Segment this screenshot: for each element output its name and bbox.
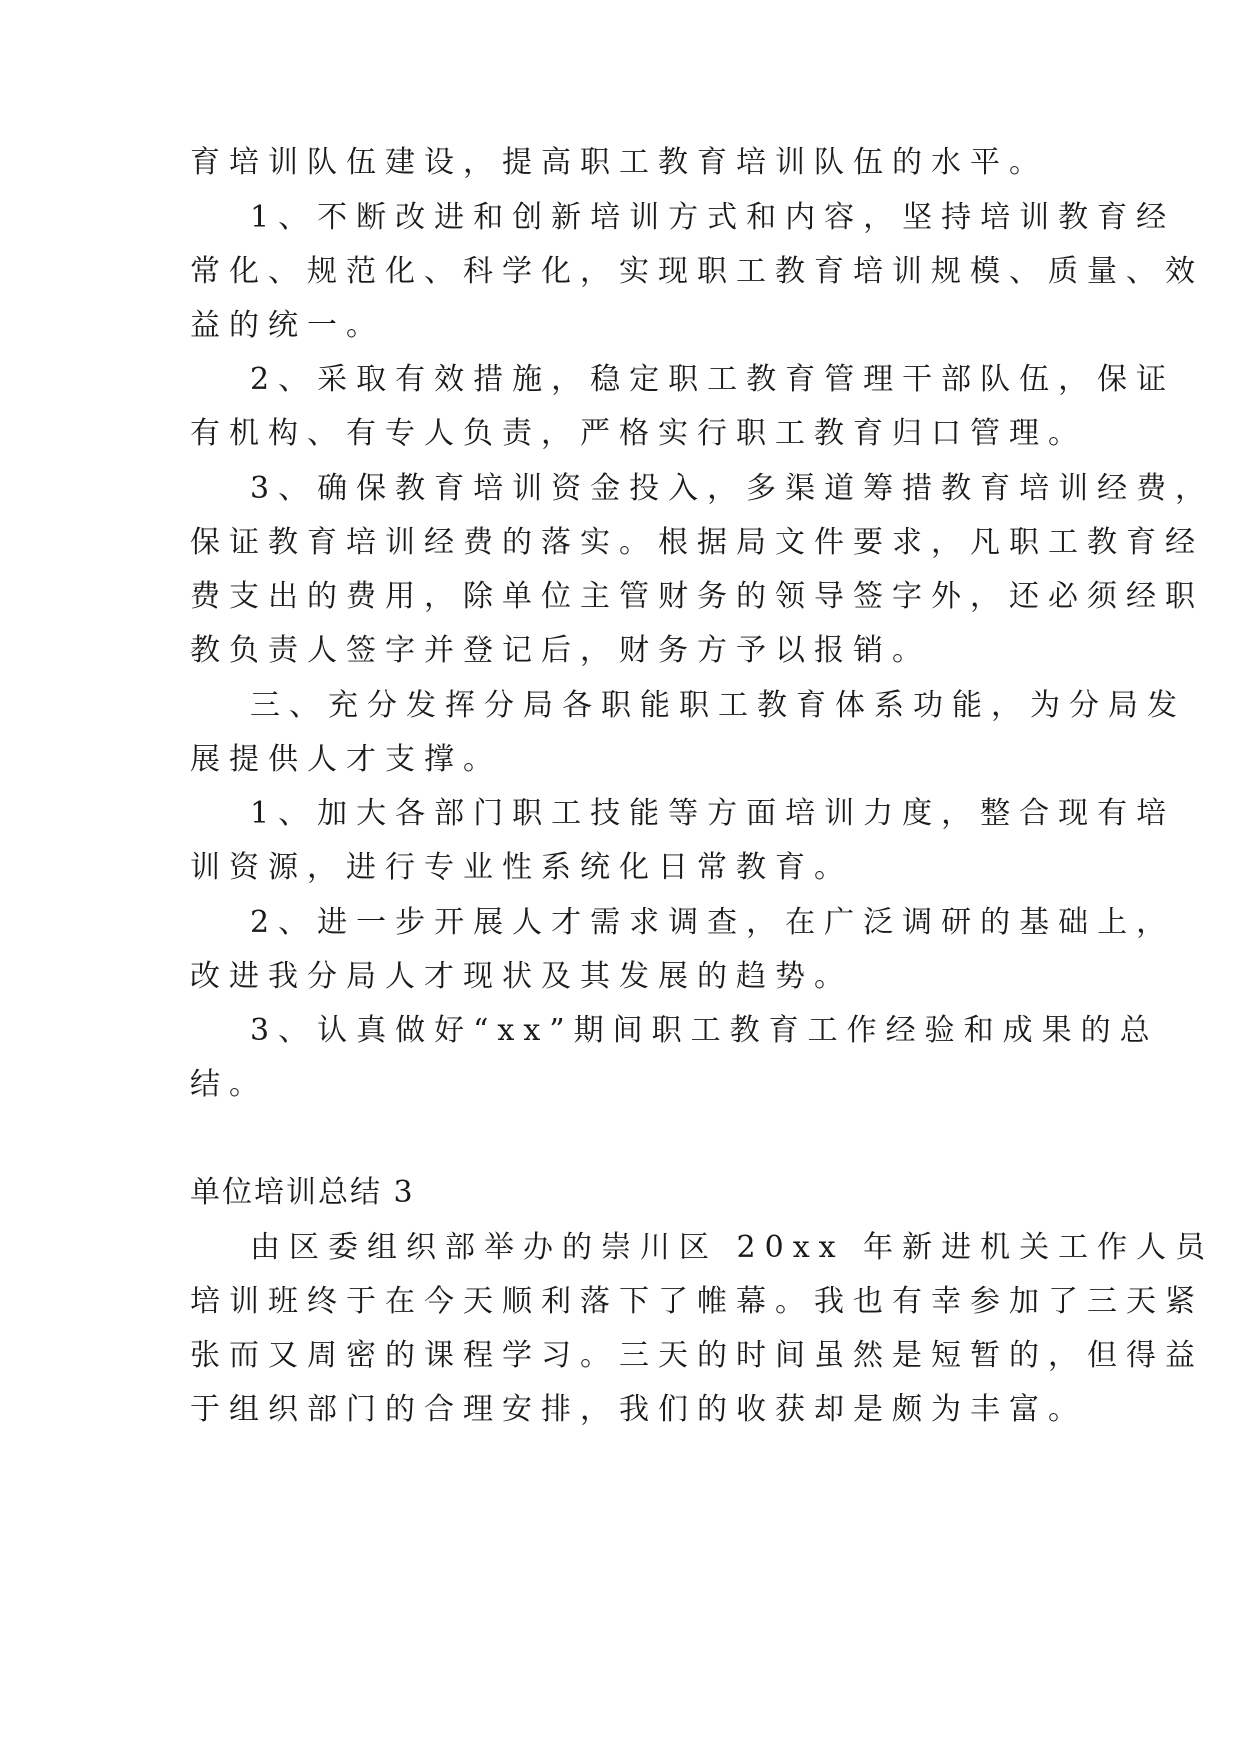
text-line: 张而又周密的课程学习。三天的时间虽然是短暂的，但得益 <box>190 1338 1204 1373</box>
text-line: 益的统一。 <box>190 308 385 343</box>
paragraph-start-line: 1、加大各部门职工技能等方面培训力度，整合现有培 <box>250 796 1176 831</box>
text-line: 于组织部门的合理安排，我们的收获却是颇为丰富。 <box>190 1392 1087 1427</box>
paragraph-start-line: 由区委组织部举办的崇川区 20xx 年新进机关工作人员 <box>250 1230 1215 1265</box>
text-line: 常化、规范化、科学化，实现职工教育培训规模、质量、效 <box>190 254 1204 289</box>
text-line: 育培训队伍建设，提高职工教育培训队伍的水平。 <box>190 145 1048 180</box>
text-line: 改进我分局人才现状及其发展的趋势。 <box>190 959 853 994</box>
text-line: 培训班终于在今天顺利落下了帷幕。我也有幸参加了三天紧 <box>190 1284 1204 1319</box>
text-line: 有机构、有专人负责，严格实行职工教育归口管理。 <box>190 416 1087 451</box>
text-line: 展提供人才支撑。 <box>190 742 502 777</box>
paragraph-start-line: 1、不断改进和创新培训方式和内容，坚持培训教育经 <box>250 200 1176 235</box>
paragraph-start-line: 3、确保教育培训资金投入，多渠道筹措教育培训经费， <box>250 471 1215 506</box>
paragraph-start-line: 2、采取有效措施，稳定职工教育管理干部队伍，保证 <box>250 362 1176 397</box>
paragraph-start-line: 三、充分发挥分局各职能职工教育体系功能，为分局发 <box>250 688 1186 723</box>
text-line: 结。 <box>190 1067 268 1102</box>
text-line: 费支出的费用，除单位主管财务的领导签字外，还必须经职 <box>190 579 1204 614</box>
text-line: 教负责人签字并登记后，财务方予以报销。 <box>190 633 931 668</box>
text-line: 训资源，进行专业性系统化日常教育。 <box>190 850 853 885</box>
paragraph-start-line: 3、认真做好“xx”期间职工教育工作经验和成果的总 <box>250 1013 1159 1048</box>
text-line: 保证教育培训经费的落实。根据局文件要求，凡职工教育经 <box>190 525 1204 560</box>
paragraph-start-line: 2、进一步开展人才需求调查，在广泛调研的基础上， <box>250 905 1176 940</box>
section-heading: 单位培训总结 3 <box>190 1175 415 1210</box>
